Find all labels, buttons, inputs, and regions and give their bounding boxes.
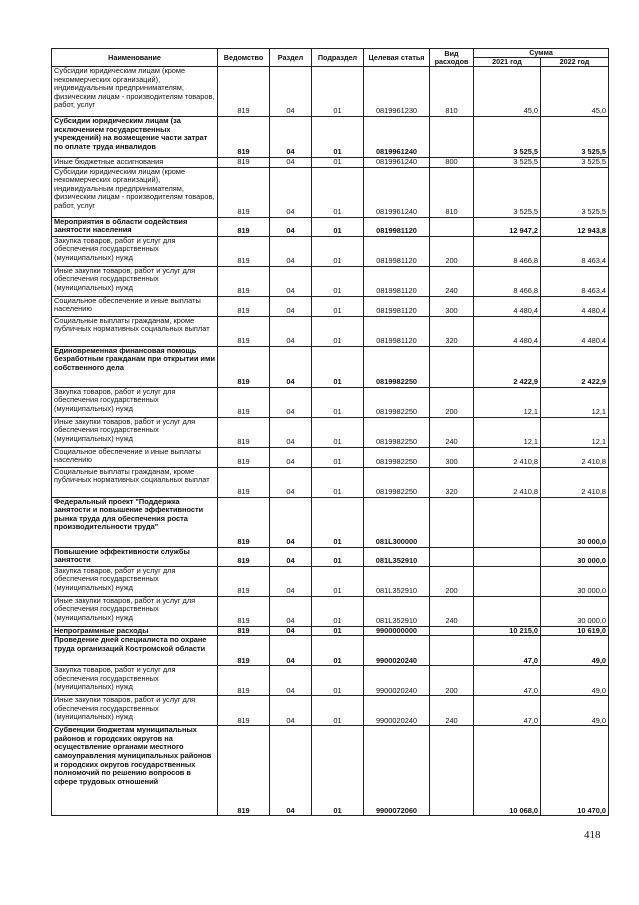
cell-name: Непрограммные расходы xyxy=(52,626,218,636)
cell-dept: 819 xyxy=(218,497,270,547)
cell-kind: 240 xyxy=(430,266,474,296)
cell-2022: 12,1 xyxy=(541,417,609,447)
cell-section: 04 xyxy=(270,346,312,387)
cell-name: Повышение эффективности службы занятости xyxy=(52,547,218,566)
cell-name: Иные закупки товаров, работ и услуг для обеспечения государственных (муниципальных) нужд xyxy=(52,266,218,296)
cell-2022: 3 525,5 xyxy=(541,158,609,168)
cell-2022: 2 422,9 xyxy=(541,346,609,387)
cell-name: Субсидии юридическим лицам (за исключением государственных учреждений) на возмещение части затрат по оплате труда инвалидов xyxy=(52,117,218,158)
cell-kind: 240 xyxy=(430,596,474,626)
cell-2021: 45,0 xyxy=(474,67,541,117)
cell-name: Иные закупки товаров, работ и услуг для обеспечения государственных (муниципальных) нужд xyxy=(52,596,218,626)
cell-section: 04 xyxy=(270,666,312,696)
cell-2022: 30 000,0 xyxy=(541,596,609,626)
cell-kind xyxy=(430,497,474,547)
cell-kind xyxy=(430,726,474,816)
cell-2022: 30 000,0 xyxy=(541,497,609,547)
cell-2022: 4 480,4 xyxy=(541,296,609,316)
cell-name: Субвенции бюджетам муниципальных районов и городских округов на осуществление органами местного самоуправления муниципальных районов и городских округов государственных полномочий по решению вопросов в сфере трудовых отношений xyxy=(52,726,218,816)
cell-name: Закупка товаров, работ и услуг для обеспечения государственных (муниципальных) нужд xyxy=(52,566,218,596)
cell-target: 081L352910 xyxy=(364,566,430,596)
cell-dept: 819 xyxy=(218,726,270,816)
cell-kind: 240 xyxy=(430,417,474,447)
cell-target: 9900020240 xyxy=(364,666,430,696)
header-dept: Ведомство xyxy=(218,49,270,67)
cell-subsection: 01 xyxy=(312,117,364,158)
cell-dept: 819 xyxy=(218,626,270,636)
cell-subsection: 01 xyxy=(312,467,364,497)
cell-dept: 819 xyxy=(218,696,270,726)
cell-dept: 819 xyxy=(218,346,270,387)
cell-section: 04 xyxy=(270,296,312,316)
cell-target: 0819961240 xyxy=(364,117,430,158)
cell-2021: 8 466,8 xyxy=(474,236,541,266)
cell-dept: 819 xyxy=(218,636,270,666)
cell-subsection: 01 xyxy=(312,167,364,217)
table-row xyxy=(52,726,609,816)
header-section: Раздел xyxy=(270,49,312,67)
cell-target: 9900020240 xyxy=(364,636,430,666)
cell-section: 04 xyxy=(270,167,312,217)
cell-kind xyxy=(430,626,474,636)
table-row xyxy=(52,217,609,236)
header-target: Целевая статья xyxy=(364,49,430,67)
cell-target: 081L300000 xyxy=(364,497,430,547)
cell-section: 04 xyxy=(270,266,312,296)
cell-section: 04 xyxy=(270,217,312,236)
cell-kind: 320 xyxy=(430,467,474,497)
table-row xyxy=(52,417,609,447)
cell-2021: 3 525,5 xyxy=(474,117,541,158)
header-sum: Сумма xyxy=(474,49,609,58)
header-name: Наименование xyxy=(52,49,218,67)
cell-kind xyxy=(430,346,474,387)
cell-name: Социальные выплаты гражданам, кроме публичных нормативных социальных выплат xyxy=(52,467,218,497)
cell-name: Субсидии юридическим лицам (кроме некоммерческих организаций), индивидуальным предпринимателям, физическим лицам - производителям товаров, работ, услуг xyxy=(52,67,218,117)
table-row xyxy=(52,316,609,346)
cell-target: 0819961240 xyxy=(364,158,430,168)
cell-2022: 10 619,0 xyxy=(541,626,609,636)
cell-kind: 200 xyxy=(430,566,474,596)
cell-target: 0819982250 xyxy=(364,346,430,387)
cell-name: Социальное обеспечение и иные выплаты населению xyxy=(52,296,218,316)
cell-target: 0819981120 xyxy=(364,266,430,296)
cell-name: Социальные выплаты гражданам, кроме публичных нормативных социальных выплат xyxy=(52,316,218,346)
cell-target: 081L352910 xyxy=(364,596,430,626)
table-row xyxy=(52,296,609,316)
table-row xyxy=(52,167,609,217)
cell-subsection: 01 xyxy=(312,417,364,447)
cell-kind: 800 xyxy=(430,158,474,168)
cell-subsection: 01 xyxy=(312,266,364,296)
cell-section: 04 xyxy=(270,158,312,168)
cell-subsection: 01 xyxy=(312,636,364,666)
cell-target: 0819982250 xyxy=(364,417,430,447)
cell-2022: 4 480,4 xyxy=(541,316,609,346)
cell-2022: 2 410,8 xyxy=(541,447,609,467)
cell-2021 xyxy=(474,497,541,547)
table-row xyxy=(52,158,609,168)
cell-2021: 2 410,8 xyxy=(474,447,541,467)
cell-subsection: 01 xyxy=(312,726,364,816)
cell-dept: 819 xyxy=(218,236,270,266)
cell-section: 04 xyxy=(270,387,312,417)
table-row xyxy=(52,447,609,467)
cell-section: 04 xyxy=(270,236,312,266)
cell-section: 04 xyxy=(270,417,312,447)
cell-2021 xyxy=(474,566,541,596)
table-row xyxy=(52,696,609,726)
cell-subsection: 01 xyxy=(312,217,364,236)
cell-2021: 12 947,2 xyxy=(474,217,541,236)
cell-section: 04 xyxy=(270,316,312,346)
cell-2022: 8 463,4 xyxy=(541,266,609,296)
cell-name: Единовременная финансовая помощь безработным гражданам при открытии ими собственного дела xyxy=(52,346,218,387)
cell-2022: 49,0 xyxy=(541,636,609,666)
cell-subsection: 01 xyxy=(312,626,364,636)
cell-dept: 819 xyxy=(218,117,270,158)
table-row xyxy=(52,547,609,566)
cell-2021: 12,1 xyxy=(474,387,541,417)
table-body xyxy=(52,67,609,816)
cell-2021: 8 466,8 xyxy=(474,266,541,296)
cell-subsection: 01 xyxy=(312,596,364,626)
cell-dept: 819 xyxy=(218,467,270,497)
table-row xyxy=(52,497,609,547)
cell-2021: 10 068,0 xyxy=(474,726,541,816)
cell-2021: 3 525,5 xyxy=(474,167,541,217)
cell-target: 0819981120 xyxy=(364,217,430,236)
cell-kind xyxy=(430,547,474,566)
cell-subsection: 01 xyxy=(312,158,364,168)
cell-kind: 200 xyxy=(430,666,474,696)
cell-subsection: 01 xyxy=(312,316,364,346)
cell-2021: 4 480,4 xyxy=(474,316,541,346)
cell-kind: 240 xyxy=(430,696,474,726)
budget-table-sheet xyxy=(51,48,608,816)
cell-kind: 300 xyxy=(430,296,474,316)
cell-name: Закупка товаров, работ и услуг для обеспечения государственных (муниципальных) нужд xyxy=(52,387,218,417)
header-subsection: Подраздел xyxy=(312,49,364,67)
table-row xyxy=(52,666,609,696)
cell-subsection: 01 xyxy=(312,387,364,417)
cell-dept: 819 xyxy=(218,316,270,346)
cell-section: 04 xyxy=(270,566,312,596)
cell-subsection: 01 xyxy=(312,236,364,266)
cell-target: 0819982250 xyxy=(364,447,430,467)
cell-name: Закупка товаров, работ и услуг для обеспечения государственных (муниципальных) нужд xyxy=(52,236,218,266)
cell-2021: 10 215,0 xyxy=(474,626,541,636)
table-row xyxy=(52,67,609,117)
cell-subsection: 01 xyxy=(312,447,364,467)
cell-section: 04 xyxy=(270,497,312,547)
cell-2021: 12,1 xyxy=(474,417,541,447)
cell-dept: 819 xyxy=(218,167,270,217)
cell-dept: 819 xyxy=(218,417,270,447)
cell-target: 0819981120 xyxy=(364,236,430,266)
cell-kind: 300 xyxy=(430,447,474,467)
cell-2022: 12 943,8 xyxy=(541,217,609,236)
cell-target: 0819982250 xyxy=(364,467,430,497)
cell-2022: 49,0 xyxy=(541,666,609,696)
cell-dept: 819 xyxy=(218,566,270,596)
cell-target: 0819981120 xyxy=(364,316,430,346)
cell-dept: 819 xyxy=(218,596,270,626)
cell-target: 0819961230 xyxy=(364,67,430,117)
cell-2022: 45,0 xyxy=(541,67,609,117)
cell-2022: 30 000,0 xyxy=(541,566,609,596)
cell-name: Федеральный проект "Поддержка занятости и повышение эффективности рынка труда для обеспечения роста производительности труда" xyxy=(52,497,218,547)
header-kind: Вид расходов xyxy=(430,49,474,67)
cell-2022: 12,1 xyxy=(541,387,609,417)
cell-kind: 810 xyxy=(430,167,474,217)
cell-target: 0819961240 xyxy=(364,167,430,217)
cell-2022: 2 410,8 xyxy=(541,467,609,497)
cell-dept: 819 xyxy=(218,547,270,566)
cell-target: 9900000000 xyxy=(364,626,430,636)
table-row xyxy=(52,346,609,387)
cell-name: Проведение дней специалиста по охране труда организаций Костромской области xyxy=(52,636,218,666)
cell-dept: 819 xyxy=(218,447,270,467)
table-row xyxy=(52,467,609,497)
cell-section: 04 xyxy=(270,696,312,726)
cell-section: 04 xyxy=(270,636,312,666)
cell-name: Субсидии юридическим лицам (кроме некоммерческих организаций), индивидуальным предпринимателям, физическим лицам - производителям товаров, работ, услуг xyxy=(52,167,218,217)
budget-table xyxy=(51,48,609,816)
cell-2022: 8 463,4 xyxy=(541,236,609,266)
cell-dept: 819 xyxy=(218,387,270,417)
table-row xyxy=(52,266,609,296)
cell-section: 04 xyxy=(270,547,312,566)
header-2022: 2022 год xyxy=(541,58,609,67)
cell-kind: 320 xyxy=(430,316,474,346)
cell-2021: 2 422,9 xyxy=(474,346,541,387)
table-row xyxy=(52,236,609,266)
cell-2021: 3 525,5 xyxy=(474,158,541,168)
cell-target: 081L352910 xyxy=(364,547,430,566)
cell-dept: 819 xyxy=(218,296,270,316)
cell-section: 04 xyxy=(270,467,312,497)
cell-target: 0819981120 xyxy=(364,296,430,316)
table-row xyxy=(52,117,609,158)
cell-subsection: 01 xyxy=(312,547,364,566)
header-2021: 2021 год xyxy=(474,58,541,67)
cell-2021: 47,0 xyxy=(474,636,541,666)
cell-dept: 819 xyxy=(218,666,270,696)
cell-kind xyxy=(430,217,474,236)
cell-2022: 3 525,5 xyxy=(541,167,609,217)
cell-name: Иные закупки товаров, работ и услуг для обеспечения государственных (муниципальных) нужд xyxy=(52,417,218,447)
cell-subsection: 01 xyxy=(312,566,364,596)
cell-dept: 819 xyxy=(218,266,270,296)
cell-name: Иные закупки товаров, работ и услуг для обеспечения государственных (муниципальных) нужд xyxy=(52,696,218,726)
cell-kind: 200 xyxy=(430,387,474,417)
cell-section: 04 xyxy=(270,726,312,816)
cell-2021 xyxy=(474,547,541,566)
cell-2022: 3 525,5 xyxy=(541,117,609,158)
cell-section: 04 xyxy=(270,447,312,467)
cell-subsection: 01 xyxy=(312,696,364,726)
cell-name: Мероприятия в области содействия занятости населения xyxy=(52,217,218,236)
cell-dept: 819 xyxy=(218,158,270,168)
cell-2022: 30 000,0 xyxy=(541,547,609,566)
cell-section: 04 xyxy=(270,596,312,626)
cell-kind xyxy=(430,636,474,666)
cell-subsection: 01 xyxy=(312,497,364,547)
cell-2021: 47,0 xyxy=(474,696,541,726)
cell-target: 0819982250 xyxy=(364,387,430,417)
cell-section: 04 xyxy=(270,117,312,158)
cell-name: Иные бюджетные ассигнования xyxy=(52,158,218,168)
table-row xyxy=(52,566,609,596)
page-number: 418 xyxy=(584,829,601,841)
cell-dept: 819 xyxy=(218,217,270,236)
cell-target: 9900020240 xyxy=(364,696,430,726)
table-row xyxy=(52,636,609,666)
cell-section: 04 xyxy=(270,67,312,117)
cell-2021: 47,0 xyxy=(474,666,541,696)
cell-name: Социальное обеспечение и иные выплаты населению xyxy=(52,447,218,467)
cell-section: 04 xyxy=(270,626,312,636)
cell-2021: 2 410,8 xyxy=(474,467,541,497)
cell-subsection: 01 xyxy=(312,67,364,117)
table-row xyxy=(52,387,609,417)
cell-kind: 200 xyxy=(430,236,474,266)
cell-2022: 49,0 xyxy=(541,696,609,726)
cell-2021: 4 480,4 xyxy=(474,296,541,316)
cell-subsection: 01 xyxy=(312,666,364,696)
cell-2022: 10 470,0 xyxy=(541,726,609,816)
cell-2021 xyxy=(474,596,541,626)
cell-subsection: 01 xyxy=(312,296,364,316)
cell-kind xyxy=(430,117,474,158)
cell-dept: 819 xyxy=(218,67,270,117)
cell-kind: 810 xyxy=(430,67,474,117)
cell-name: Закупка товаров, работ и услуг для обеспечения государственных (муниципальных) нужд xyxy=(52,666,218,696)
table-row xyxy=(52,596,609,626)
cell-target: 9900072060 xyxy=(364,726,430,816)
cell-subsection: 01 xyxy=(312,346,364,387)
